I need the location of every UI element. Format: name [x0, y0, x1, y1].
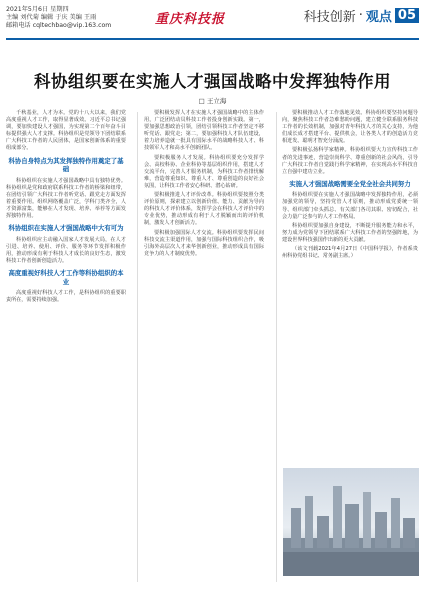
paragraph: 科协组织要在实施人才强国战略中发挥独特作用，必须加强党的领导，坚持党管人才原则，推动形成党委统一领导、组织部门牵头抓总、有关部门各司其职、密切配合，社会力量广泛参与的人才工作格局。: [282, 192, 418, 220]
paragraph: 要积极服务人才发展。科协组织要充分发挥学会、高校科协、企业科协等基层组织作用，搭建人才交流平台，完善人才服务机制，为科技工作者排忧解难，营造尊重知识、尊重人才、尊重创造的良好社会氛围，让科技工作者安心科研、潜心钻研。: [144, 154, 264, 189]
subheading: 实施人才强国战略需要全党全社会共同努力: [289, 179, 411, 188]
article-headline: 科协组织要在实施人才强国战略中发挥独特作用: [34, 72, 391, 91]
editor-credits: 主编 刘代菊 编辑 于庆 美编 王雨: [6, 14, 97, 21]
article-column-3: [282, 110, 418, 262]
section-dot: ·: [358, 8, 363, 23]
skyline-illustration: [283, 468, 419, 576]
article-column-1: [6, 110, 126, 306]
paragraph: 千秋基业，人才为本。党的十八大以来，我们党高度重视人才工作，取得显著成效。习近平总书记强调，要加快建设人才强国，为实现第二个百年奋斗目标提供强大人才支撑。科协组织是党领导下团结联系广大科技工作者的人民团体，是国家创新体系的重要组成部分。: [6, 110, 126, 152]
paragraph: 要积极推进人才评价改革。科协组织要按照分类评价原则，探索建立以创新价值、能力、贡献为导向的科技人才评价体系，发挥学会在科技人才评价中的专业优势，推动形成有利于人才脱颖而出的评价机制，激发人才创新活力。: [144, 192, 264, 227]
header-rule: [6, 38, 419, 40]
page-number: 05: [395, 8, 419, 23]
paragraph: 科协组织要加强自身建设，不断提升服务能力和水平，努力成为党领导下团结联系广大科技工作者的坚强阵地，为建设世界科技强国作出新的更大贡献。: [282, 222, 418, 243]
contact-email: 邮箱电话 cqltechbao@vip.163.com: [6, 22, 112, 29]
subheading: 高度重视好科技人才工作等科协组织的本业: [8, 269, 124, 286]
article-column-2: [144, 110, 264, 260]
section-column: 观点: [365, 10, 392, 25]
paragraph: 要积极弘扬科学家精神。科协组织要大力宣传科技工作者的先进事迹，营造崇尚科学、尊重创新的社会风尚，引导广大科技工作者自觉践行科学家精神，在实现高水平科技自立自强中建功立业。: [282, 147, 418, 175]
column-divider: [276, 112, 277, 582]
header-meta: [6, 6, 111, 30]
section-label: [304, 6, 419, 25]
column-divider: [137, 112, 138, 582]
issue-date: 2021年5月6日 星期四: [6, 6, 69, 13]
newspaper-logo: 重庆科技报: [155, 12, 226, 27]
article-source: （该文刊载2021年4月27日《中国科学报》，作者系贵州科协党组书记、常务副主席。）: [282, 246, 418, 260]
paragraph: 要积极推动人才工作落地见效。科协组织要坚持问题导向，聚焦科技工作者急难愁盼问题，建立健全联系服务科技工作者的长效机制，加强对青年科技人才的关心支持，为他们成长成才搭建平台、提供机会，让各类人才的创造活力竞相迸发、聪明才智充分涌流。: [282, 110, 418, 145]
paragraph: 科协组织应主动融入国家人才发展大局，在人才引进、培养、使用、评价、服务等环节发挥积极作用，推动形成有利于科技人才成长的良好生态，激发科技工作者创新创造活力。: [6, 236, 126, 264]
subheading: 科协自身特点为其发挥独特作用奠定了基础: [8, 156, 124, 174]
subheading: 科协组织在实施人才强国战略中大有可为: [8, 224, 124, 233]
paragraph: 要积极发挥人才在实施人才强国战略中的主体作用，广泛团结动员科技工作者投身创新实践。第一，要加强思想政治引领，团结引领科技工作者坚定不移听党话、跟党走；第二，要加强科技人才队伍建设，着力培养造就一批具有国际水平的战略科技人才、科技领军人才和高水平创新团队。: [144, 110, 264, 152]
page-header: [0, 0, 425, 40]
article-byline: □ 王立海: [198, 97, 227, 105]
paragraph: 高度重视好科技人才工作，是科协组织的重要职责所在，需要持续加强。: [6, 290, 126, 304]
section-name: 科技创新: [303, 10, 356, 25]
paragraph: 要积极加强国际人才交流。科协组织要发挥民间科技交流主渠道作用，加强与国际科技组织合作，吸引海外高层次人才来华创新创业，推动形成具有国际竞争力的人才制度优势。: [144, 229, 264, 257]
paragraph: 科协组织在实施人才强国战略中具有独特优势。科协组织是党和政府联系科技工作者的桥梁和纽带，在团结引领广大科技工作者听党话、跟党走方面发挥着重要作用。组织网络覆盖广泛，学科门类齐全，人才资源富集，能够在人才发现、培养、举荐等方面发挥独特作用。: [6, 177, 126, 220]
city-skyline-photo: [283, 468, 419, 576]
